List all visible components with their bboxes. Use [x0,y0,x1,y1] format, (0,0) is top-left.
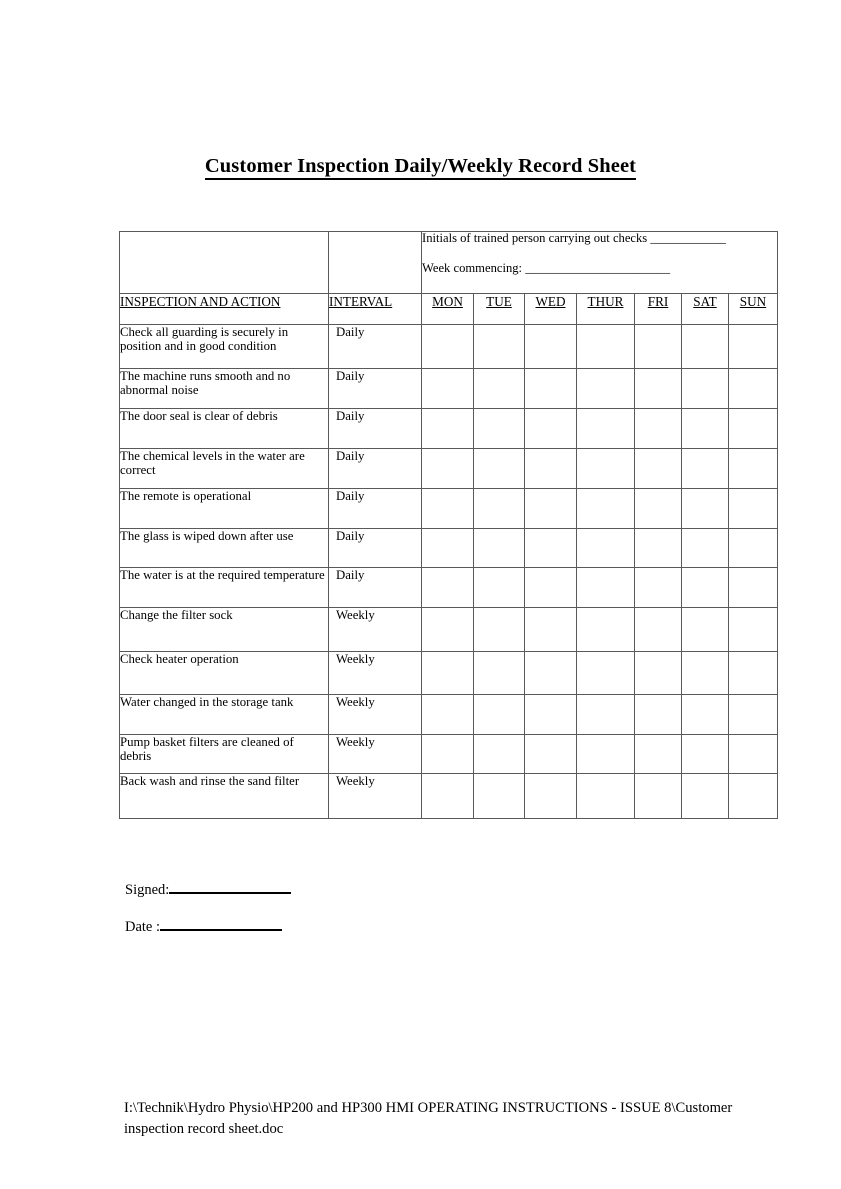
check-cell-mon[interactable] [422,774,474,819]
check-cell-fri[interactable] [635,695,682,735]
page-title-text: Customer Inspection Daily/Weekly Record Sheet [205,155,636,180]
column-header-fri-label: FRI [647,294,669,309]
inspection-action-cell: Check all guarding is securely in position and in good condition [120,325,329,369]
check-cell-wed[interactable] [525,695,577,735]
inspection-action-cell: The door seal is clear of debris [120,409,329,449]
check-cell-thur[interactable] [577,449,635,489]
column-header-wed-label: WED [535,294,566,309]
check-cell-tue[interactable] [474,409,525,449]
interval-cell: Daily [329,325,422,369]
banner-info-cell [422,232,778,294]
column-header-wed [525,294,577,325]
check-cell-tue[interactable] [474,652,525,695]
table-row [120,652,778,695]
inspection-action-cell: The chemical levels in the water are correct [120,449,329,489]
check-cell-fri[interactable] [635,325,682,369]
check-cell-sat[interactable] [682,489,729,529]
table-row [120,449,778,489]
table-banner-row [120,232,778,294]
column-header-interval-label: INTERVAL [329,294,393,309]
inspection-action-cell: Water changed in the storage tank [120,695,329,735]
check-cell-sat[interactable] [682,568,729,608]
check-cell-wed[interactable] [525,325,577,369]
interval-cell: Weekly [329,774,422,819]
check-cell-mon[interactable] [422,369,474,409]
check-cell-sun[interactable] [729,489,778,529]
check-cell-sat[interactable] [682,409,729,449]
date-row [125,919,291,935]
date-label: Date : [125,919,161,936]
inspection-action-cell: Back wash and rinse the sand filter [120,774,329,819]
check-cell-sat[interactable] [682,529,729,568]
check-cell-wed[interactable] [525,449,577,489]
check-cell-tue[interactable] [474,449,525,489]
interval-cell: Weekly [329,695,422,735]
check-cell-sat[interactable] [682,695,729,735]
check-cell-sun[interactable] [729,529,778,568]
check-cell-mon[interactable] [422,608,474,652]
check-cell-tue[interactable] [474,568,525,608]
interval-cell: Weekly [329,652,422,695]
column-header-sat [682,294,729,325]
check-cell-mon[interactable] [422,489,474,529]
check-cell-thur[interactable] [577,774,635,819]
check-cell-wed[interactable] [525,652,577,695]
check-cell-tue[interactable] [474,695,525,735]
footer-file-path: I:\Technik\Hydro Physio\HP200 and HP300 HMI OPERATING INSTRUCTIONS - ISSUE 8\Customer inspection record sheet.doc [124,1100,733,1138]
check-cell-mon[interactable] [422,325,474,369]
check-cell-thur[interactable] [577,568,635,608]
check-cell-sun[interactable] [729,695,778,735]
check-cell-fri[interactable] [635,409,682,449]
check-cell-wed[interactable] [525,369,577,409]
check-cell-thur[interactable] [577,529,635,568]
check-cell-fri[interactable] [635,369,682,409]
check-cell-sat[interactable] [682,774,729,819]
check-cell-wed[interactable] [525,489,577,529]
column-header-sun [729,294,778,325]
check-cell-tue[interactable] [474,735,525,774]
week-commencing-line: Week commencing: _______________________ [422,261,671,276]
check-cell-sun[interactable] [729,409,778,449]
check-cell-sun[interactable] [729,608,778,652]
table-row [120,369,778,409]
column-header-mon [422,294,474,325]
check-cell-wed[interactable] [525,568,577,608]
interval-cell: Daily [329,369,422,409]
inspection-record-table [119,231,778,819]
interval-cell: Daily [329,409,422,449]
check-cell-sat[interactable] [682,608,729,652]
check-cell-wed[interactable] [525,409,577,449]
initials-line: Initials of trained person carrying out checks ____________ [422,231,726,245]
check-cell-tue[interactable] [474,489,525,529]
column-header-sun-label: SUN [739,294,767,309]
check-cell-sat[interactable] [682,325,729,369]
column-header-tue [474,294,525,325]
check-cell-thur[interactable] [577,608,635,652]
signed-row [125,882,291,898]
check-cell-sun[interactable] [729,774,778,819]
interval-cell: Weekly [329,735,422,774]
check-cell-thur[interactable] [577,325,635,369]
check-cell-thur[interactable] [577,369,635,409]
check-cell-fri[interactable] [635,489,682,529]
column-header-thur [577,294,635,325]
table-row [120,735,778,774]
check-cell-wed[interactable] [525,608,577,652]
inspection-action-cell: Pump basket filters are cleaned of debris [120,735,329,774]
check-cell-fri[interactable] [635,568,682,608]
check-cell-mon[interactable] [422,568,474,608]
signed-label: Signed: [125,882,170,899]
date-input-rule[interactable] [160,919,282,931]
check-cell-fri[interactable] [635,774,682,819]
table-row [120,774,778,819]
check-cell-tue[interactable] [474,325,525,369]
check-cell-sun[interactable] [729,449,778,489]
check-cell-sat[interactable] [682,369,729,409]
check-cell-wed[interactable] [525,529,577,568]
check-cell-thur[interactable] [577,652,635,695]
table-row [120,409,778,449]
inspection-action-cell: The glass is wiped down after use [120,529,329,568]
check-cell-mon[interactable] [422,449,474,489]
check-cell-mon[interactable] [422,695,474,735]
check-cell-wed[interactable] [525,774,577,819]
check-cell-mon[interactable] [422,409,474,449]
signed-input-rule[interactable] [169,882,291,894]
check-cell-sun[interactable] [729,735,778,774]
page-title [0,155,841,178]
check-cell-sat[interactable] [682,735,729,774]
column-header-mon-label: MON [432,294,463,309]
table-row [120,608,778,652]
column-header-interval [329,294,422,325]
check-cell-tue[interactable] [474,774,525,819]
check-cell-fri[interactable] [635,608,682,652]
check-cell-fri[interactable] [635,652,682,695]
table-column-header-row [120,294,778,325]
table-row [120,325,778,369]
banner-blank-interval-cell [329,232,422,294]
banner-blank-action-cell [120,232,329,294]
check-cell-fri[interactable] [635,529,682,568]
column-header-action [120,294,329,325]
check-cell-sat[interactable] [682,652,729,695]
check-cell-thur[interactable] [577,695,635,735]
check-cell-sun[interactable] [729,325,778,369]
check-cell-sun[interactable] [729,568,778,608]
column-header-fri [635,294,682,325]
check-cell-thur[interactable] [577,735,635,774]
check-cell-mon[interactable] [422,652,474,695]
table-row [120,568,778,608]
check-cell-fri[interactable] [635,735,682,774]
inspection-action-cell: Change the filter sock [120,608,329,652]
table-row [120,529,778,568]
interval-cell: Daily [329,568,422,608]
interval-cell: Daily [329,489,422,529]
table-row [120,695,778,735]
inspection-action-cell: The remote is operational [120,489,329,529]
check-cell-tue[interactable] [474,608,525,652]
check-cell-sat[interactable] [682,449,729,489]
check-cell-tue[interactable] [474,369,525,409]
check-cell-mon[interactable] [422,735,474,774]
check-cell-thur[interactable] [577,489,635,529]
inspection-action-cell: The machine runs smooth and no abnormal noise [120,369,329,409]
check-cell-sun[interactable] [729,369,778,409]
table-row [120,489,778,529]
interval-cell: Weekly [329,608,422,652]
check-cell-sun[interactable] [729,652,778,695]
check-cell-fri[interactable] [635,449,682,489]
column-header-thur-label: THUR [587,294,624,309]
interval-cell: Daily [329,529,422,568]
inspection-action-cell: The water is at the required temperature [120,568,329,608]
column-header-sat-label: SAT [693,294,717,309]
interval-cell: Daily [329,449,422,489]
check-cell-tue[interactable] [474,529,525,568]
check-cell-mon[interactable] [422,529,474,568]
signature-block [125,882,291,935]
column-header-tue-label: TUE [486,294,512,309]
column-header-action-label: INSPECTION AND ACTION [120,294,281,309]
inspection-action-cell: Check heater operation [120,652,329,695]
check-cell-thur[interactable] [577,409,635,449]
check-cell-wed[interactable] [525,735,577,774]
